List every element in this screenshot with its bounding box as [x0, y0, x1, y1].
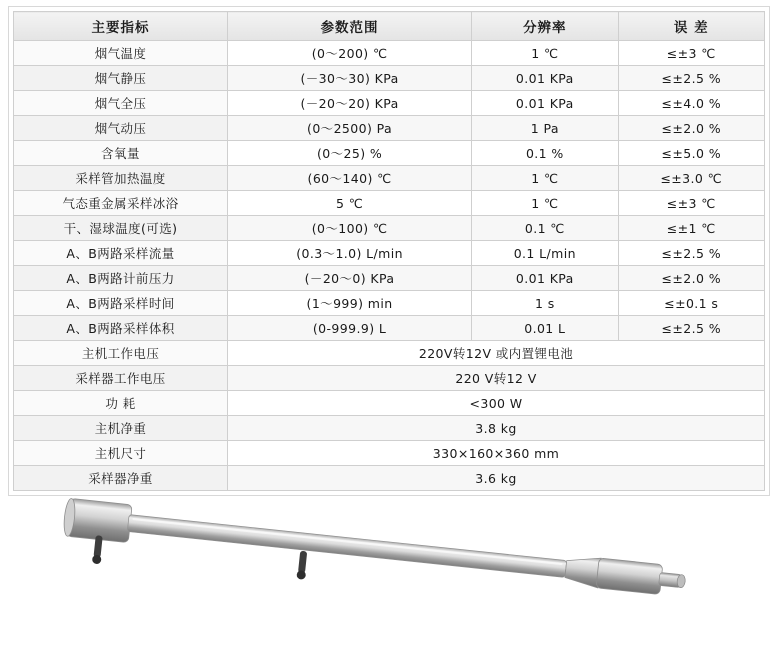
cell-range: (0-999.9) L [228, 316, 472, 341]
table-row [14, 366, 765, 391]
table-row [14, 291, 765, 316]
cell-range: (－20～0) KPa [228, 266, 472, 291]
cell-resolution: 0.01 KPa [472, 266, 618, 291]
cell-error: ≤±2.0 % [618, 266, 764, 291]
cell-indicator: 烟气温度 [14, 41, 228, 66]
cell-error: ≤±3.0 ℃ [618, 166, 764, 191]
table-body [14, 41, 765, 491]
connector-stub-front [296, 551, 308, 580]
product-photo [0, 470, 778, 646]
table-row [14, 66, 765, 91]
cell-range: (60～140) ℃ [228, 166, 472, 191]
cell-range: (0～200) ℃ [228, 41, 472, 66]
cell-resolution: 0.1 ℃ [472, 216, 618, 241]
cell-error: ≤±0.1 s [618, 291, 764, 316]
column-header-range: 参数范围 [228, 12, 472, 41]
table-row [14, 41, 765, 66]
specification-table [13, 11, 765, 491]
cell-indicator: A、B两路采样体积 [14, 316, 228, 341]
cell-resolution: 0.01 L [472, 316, 618, 341]
cell-resolution: 1 ℃ [472, 191, 618, 216]
table-row [14, 216, 765, 241]
cell-range: (0～100) ℃ [228, 216, 472, 241]
cell-indicator: A、B两路采样时间 [14, 291, 228, 316]
column-header-resolution: 分辨率 [472, 12, 618, 41]
table-row [14, 391, 765, 416]
cell-indicator: A、B两路采样流量 [14, 241, 228, 266]
taper-junction [564, 555, 601, 588]
cell-resolution: 0.1 % [472, 141, 618, 166]
cell-resolution: 1 ℃ [472, 41, 618, 66]
cell-range: (－20～20) KPa [228, 91, 472, 116]
cell-error: ≤±1 ℃ [618, 216, 764, 241]
cell-error: ≤±2.5 % [618, 241, 764, 266]
table-row [14, 316, 765, 341]
cell-indicator: 主机工作电压 [14, 341, 228, 366]
cell-error: ≤±3 ℃ [618, 41, 764, 66]
cell-resolution: 0.1 L/min [472, 241, 618, 266]
table-row [14, 416, 765, 441]
cell-value: 3.6 kg [228, 466, 765, 491]
table-row [14, 116, 765, 141]
cell-resolution: 0.01 KPa [472, 91, 618, 116]
cell-resolution: 1 s [472, 291, 618, 316]
cell-resolution: 1 ℃ [472, 166, 618, 191]
front-barrel [596, 558, 663, 595]
column-header-indicator: 主要指标 [14, 12, 228, 41]
table-header [14, 12, 765, 41]
connector-stub-rear [92, 535, 104, 564]
cell-indicator: 烟气静压 [14, 66, 228, 91]
main-probe-tube [127, 515, 566, 578]
table-row [14, 441, 765, 466]
cell-range: (1～999) min [228, 291, 472, 316]
cell-indicator: 主机净重 [14, 416, 228, 441]
cell-indicator: 气态重金属采样冰浴 [14, 191, 228, 216]
table-row [14, 341, 765, 366]
tube-highlight [133, 518, 563, 565]
cell-value: 330×160×360 mm [228, 441, 765, 466]
cell-range: 5 ℃ [228, 191, 472, 216]
cell-range: (0.3～1.0) L/min [228, 241, 472, 266]
cell-range: (0～2500) Pa [228, 116, 472, 141]
cell-indicator: A、B两路计前压力 [14, 266, 228, 291]
sampling-gun-illustration [0, 470, 778, 646]
cell-range: (0～25) % [228, 141, 472, 166]
cell-indicator: 采样器工作电压 [14, 366, 228, 391]
table-row [14, 141, 765, 166]
cell-indicator: 烟气动压 [14, 116, 228, 141]
cell-error: ≤±2.5 % [618, 316, 764, 341]
cell-error: ≤±4.0 % [618, 91, 764, 116]
cell-indicator: 烟气全压 [14, 91, 228, 116]
cell-range: (－30～30) KPa [228, 66, 472, 91]
cell-resolution: 0.01 KPa [472, 66, 618, 91]
cell-error: ≤±2.0 % [618, 116, 764, 141]
table-row [14, 91, 765, 116]
table-row [14, 166, 765, 191]
cell-error: ≤±5.0 % [618, 141, 764, 166]
cell-error: ≤±3 ℃ [618, 191, 764, 216]
table-header-row [14, 12, 765, 41]
cell-indicator: 采样器净重 [14, 466, 228, 491]
cell-value: <300 W [228, 391, 765, 416]
cell-value: 220 V转12 V [228, 366, 765, 391]
table-row [14, 266, 765, 291]
cell-resolution: 1 Pa [472, 116, 618, 141]
cell-indicator: 主机尺寸 [14, 441, 228, 466]
cell-indicator: 含氧量 [14, 141, 228, 166]
table-row [14, 191, 765, 216]
cell-indicator: 干、湿球温度(可选) [14, 216, 228, 241]
specification-panel [8, 6, 770, 496]
cell-indicator: 采样管加热温度 [14, 166, 228, 191]
cell-value: 3.8 kg [228, 416, 765, 441]
table-row [14, 241, 765, 266]
cell-indicator: 功 耗 [14, 391, 228, 416]
cell-value: 220V转12V 或内置锂电池 [228, 341, 765, 366]
column-header-error: 误 差 [618, 12, 764, 41]
cell-error: ≤±2.5 % [618, 66, 764, 91]
